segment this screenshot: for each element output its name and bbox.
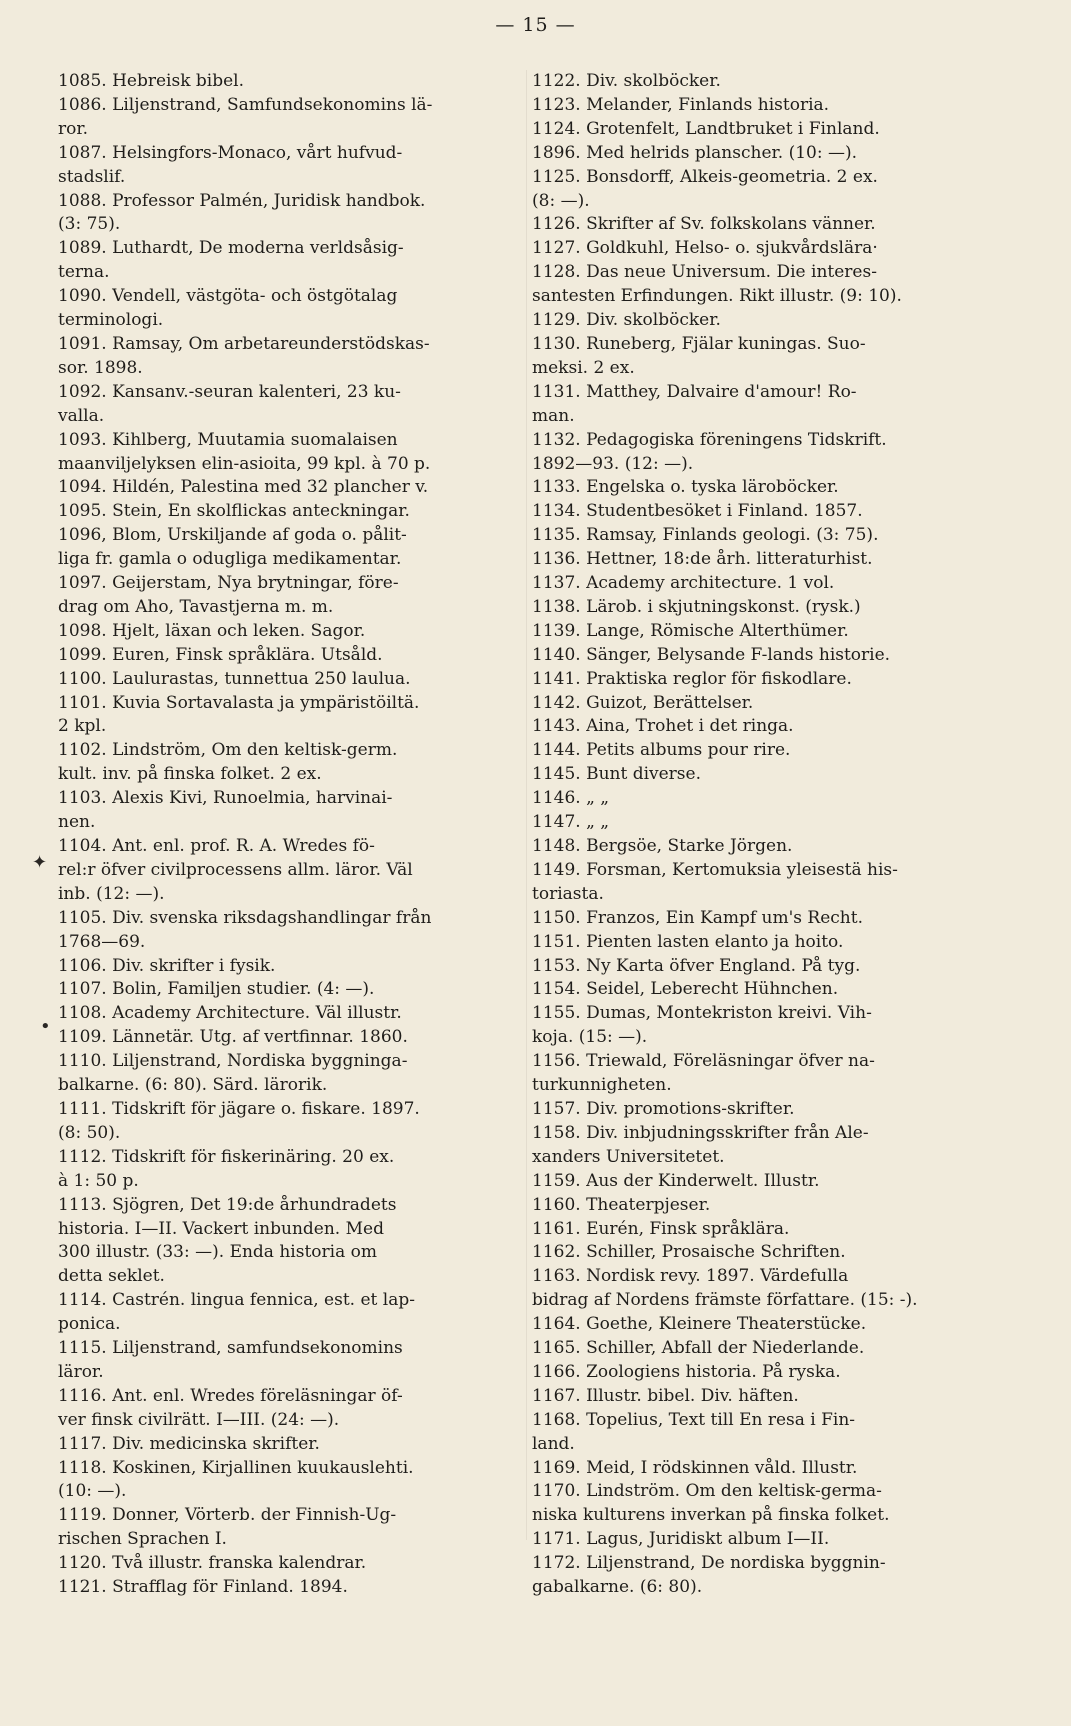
catalog-line: turkunnigheten. (532, 1075, 672, 1096)
catalog-line: 1106. Div. skrifter i fysik. (58, 955, 276, 976)
catalog-line: balkarne. (6: 80). Särd. lärorik. (58, 1075, 328, 1096)
catalog-line: inb. (12: —). (58, 883, 165, 904)
catalog-line: 1122. Div. skolböcker. (532, 71, 721, 91)
catalog-line: 1105. Div. svenska riksdagshandlingar från (58, 907, 432, 928)
catalog-line: 1134. Studentbesöket i Finland. 1857. (532, 501, 863, 522)
catalog-line: 1148. Bergsöe, Starke Jörgen. (532, 836, 793, 856)
catalog-line: man. (532, 405, 575, 426)
catalog-line: 1124. Grotenfelt, Landtbruket i Finland. (532, 118, 880, 139)
catalog-line: 1089. Luthardt, De moderna verldsåsig- (58, 238, 404, 259)
catalog-line: 1094. Hildén, Palestina med 32 plancher v. (58, 477, 429, 498)
catalog-line: 1118. Koskinen, Kirjallinen kuukauslehti. (58, 1457, 414, 1478)
catalog-line: 1159. Aus der Kinderwelt. Illustr. (532, 1170, 820, 1191)
catalog-line: 1128. Das neue Universum. Die interes- (532, 262, 877, 283)
catalog-line: 1090. Vendell, västgöta- och östgötalag (58, 286, 398, 307)
catalog-line: 1114. Castrén. lingua fennica, est. et lap- (58, 1290, 415, 1311)
catalog-line: 1101. Kuvia Sortavalasta ja ympäristöiltä. (58, 692, 420, 713)
catalog-line: 1100. Laulurastas, tunnettua 250 laulua. (58, 668, 411, 689)
dot-mark: • (40, 1016, 51, 1037)
catalog-line: 1160. Theaterpjeser. (532, 1194, 711, 1215)
catalog-line: 1121. Strafflag för Finland. 1894. (58, 1577, 348, 1598)
page-number: — 15 — (495, 14, 576, 36)
catalog-line: 1117. Div. medicinska skrifter. (58, 1433, 320, 1454)
catalog-line: 1085. Hebreisk bibel. (58, 71, 244, 91)
catalog-line: 1103. Alexis Kivi, Runoelmia, harvinai- (58, 788, 393, 809)
catalog-line: 1146. „ „ (532, 788, 610, 809)
catalog-line: ponica. (58, 1314, 121, 1335)
catalog-line: 1093. Kihlberg, Muutamia suomalaisen (58, 429, 398, 450)
catalog-line: 2 kpl. (58, 716, 107, 737)
catalog-line: land. (532, 1433, 575, 1454)
catalog-line: 1095. Stein, En skolflickas anteckningar. (58, 501, 410, 522)
catalog-line: 1109. Lännetär. Utg. af vertfinnar. 1860. (58, 1027, 408, 1048)
catalog-line: 1168. Topelius, Text till En resa i Fin- (532, 1409, 856, 1430)
catalog-line: 1167. Illustr. bibel. Div. häften. (532, 1385, 799, 1406)
catalog-line: 1153. Ny Karta öfver England. På tyg. (532, 955, 861, 976)
catalog-line: meksi. 2 ex. (532, 357, 635, 378)
catalog-line: 1138. Lärob. i skjutningskonst. (rysk.) (532, 596, 861, 617)
catalog-line: 1113. Sjögren, Det 19:de århundradets (58, 1194, 397, 1215)
catalog-line: 1104. Ant. enl. prof. R. A. Wredes fö- (58, 836, 375, 856)
catalog-line: 1161. Eurén, Finsk språklära. (532, 1218, 790, 1239)
catalog-line: ror. (58, 118, 89, 139)
catalog-line: drag om Aho, Tavastjerna m. m. (58, 596, 334, 617)
catalog-line: rel:r öfver civilprocessens allm. läror. Väl (58, 859, 413, 880)
catalog-line: (8: 50). (58, 1122, 121, 1143)
catalog-line: 1120. Två illustr. franska kalendrar. (58, 1553, 367, 1574)
catalog-line: 1172. Liljenstrand, De nordiska byggnin- (532, 1553, 886, 1574)
catalog-line: maanviljelyksen elin-asioita, 99 kpl. à 70 p. (58, 453, 431, 474)
catalog-line: (3: 75). (58, 214, 121, 235)
catalog-line: 1119. Donner, Vörterb. der Finnish-Ug- (58, 1505, 397, 1526)
catalog-line: 1156. Triewald, Föreläsningar öfver na- (532, 1051, 875, 1072)
catalog-line: 1092. Kansanv.-seuran kalenteri, 23 ku- (58, 381, 401, 402)
catalog-line: 1150. Franzos, Ein Kampf um's Recht. (532, 907, 863, 928)
catalog-line: 1130. Runeberg, Fjälar kuningas. Suo- (532, 333, 866, 354)
catalog-line: 1139. Lange, Römische Alterthümer. (532, 620, 849, 641)
catalog-line: 1107. Bolin, Familjen studier. (4: —). (58, 979, 375, 1000)
catalog-line: ver finsk civilrätt. I—III. (24: —). (58, 1409, 340, 1430)
catalog-line: 1133. Engelska o. tyska läroböcker. (532, 477, 839, 498)
catalog-line: koja. (15: —). (532, 1027, 648, 1048)
catalog-line: 1144. Petits albums pour rire. (532, 740, 791, 761)
catalog-line: 1091. Ramsay, Om arbetareunderstödskas- (58, 333, 430, 354)
catalog-line: 1137. Academy architecture. 1 vol. (532, 573, 835, 594)
catalog-line: 1163. Nordisk revy. 1897. Värdefulla (532, 1266, 849, 1287)
catalog-line: 1166. Zoologiens historia. På ryska. (532, 1361, 841, 1382)
catalog-line: 1111. Tidskrift för jägare o. fiskare. 1897. (58, 1098, 420, 1119)
catalog-line: 1129. Div. skolböcker. (532, 310, 721, 331)
catalog-line: 1151. Pienten lasten elanto ja hoito. (532, 931, 844, 952)
catalog-line: niska kulturens inverkan på finska folket. (532, 1505, 890, 1526)
catalog-line: (8: —). (532, 190, 590, 211)
catalog-line: 1102. Lindström, Om den keltisk-germ. (58, 740, 398, 761)
catalog-line: nen. (58, 812, 96, 833)
right-column (532, 70, 998, 1600)
catalog-line: 1126. Skrifter af Sv. folkskolans vänner. (532, 214, 876, 235)
star-mark: ✦ (32, 852, 48, 873)
catalog-line: 1164. Goethe, Kleinere Theaterstücke. (532, 1314, 867, 1335)
catalog-line: 1165. Schiller, Abfall der Niederlande. (532, 1338, 865, 1359)
catalog-line: sor. 1898. (58, 357, 143, 378)
catalog-line: 1768—69. (58, 931, 146, 952)
catalog-line: 1098. Hjelt, läxan och leken. Sagor. (58, 620, 366, 641)
catalog-line: läror. (58, 1361, 104, 1382)
catalog-line: 1892—93. (12: —). (532, 453, 694, 474)
catalog-line: 1142. Guizot, Berättelser. (532, 692, 754, 713)
catalog-line: xanders Universitetet. (532, 1146, 725, 1167)
catalog-line: 1125. Bonsdorff, Alkeis-geometria. 2 ex. (532, 166, 878, 187)
catalog-line: 1143. Aina, Trohet i det ringa. (532, 716, 794, 737)
catalog-line: 1155. Dumas, Montekriston kreivi. Vih- (532, 1003, 872, 1024)
catalog-line: 1145. Bunt diverse. (532, 764, 701, 785)
catalog-line: 1132. Pedagogiska föreningens Tidskrift. (532, 429, 887, 450)
catalog-line: 1135. Ramsay, Finlands geologi. (3: 75). (532, 525, 879, 546)
catalog-line: 1154. Seidel, Leberecht Hühnchen. (532, 979, 839, 1000)
catalog-line: 1087. Helsingfors-Monaco, vårt hufvud- (58, 142, 403, 163)
catalog-line: 1141. Praktiska reglor för fiskodlare. (532, 668, 852, 689)
catalog-line: rischen Sprachen I. (58, 1529, 227, 1550)
catalog-line: kult. inv. på finska folket. 2 ex. (58, 764, 322, 785)
catalog-line: 1097. Geijerstam, Nya brytningar, före- (58, 573, 399, 594)
catalog-line: toriasta. (532, 883, 604, 904)
catalog-line: 1147. „ „ (532, 812, 610, 833)
catalog-line: (10: —). (58, 1481, 127, 1502)
catalog-line: 1169. Meid, I rödskinnen våld. Illustr. (532, 1457, 858, 1478)
catalog-line: 1099. Euren, Finsk språklära. Utsåld. (58, 644, 383, 665)
catalog-line: 1108. Academy Architecture. Väl illustr. (58, 1003, 402, 1024)
catalog-line: terminologi. (58, 310, 164, 331)
catalog-line: historia. I—II. Vackert inbunden. Med (58, 1218, 384, 1239)
catalog-line: gabalkarne. (6: 80). (532, 1577, 703, 1598)
catalog-line: 1136. Hettner, 18:de årh. litteraturhist. (532, 549, 873, 570)
catalog-line: detta seklet. (58, 1266, 165, 1287)
catalog-line: 1896. Med helrids planscher. (10: —). (532, 142, 858, 163)
catalog-line: 1170. Lindström. Om den keltisk-germa- (532, 1481, 882, 1502)
catalog-line: 1115. Liljenstrand, samfundsekonomins (58, 1338, 403, 1359)
catalog-line: 1096, Blom, Urskiljande af goda o. pålit- (58, 525, 407, 546)
catalog-line: stadslif. (58, 166, 126, 187)
catalog-line: 1110. Liljenstrand, Nordiska byggninga- (58, 1051, 408, 1072)
catalog-line: 1140. Sänger, Belysande F-lands historie. (532, 644, 891, 665)
left-column (58, 70, 522, 1600)
catalog-line: 1127. Goldkuhl, Helso- o. sjukvårdslära· (532, 238, 878, 259)
catalog-line: 1171. Lagus, Juridiskt album I—II. (532, 1529, 830, 1550)
catalog-line: à 1: 50 p. (58, 1170, 139, 1191)
catalog-line: 1088. Professor Palmén, Juridisk handbok. (58, 190, 426, 211)
catalog-line: 1131. Matthey, Dalvaire d'amour! Ro- (532, 381, 857, 402)
catalog-line: liga fr. gamla o odugliga medikamentar. (58, 549, 402, 570)
column-divider (526, 70, 527, 1540)
catalog-line: 1116. Ant. enl. Wredes föreläsningar öf- (58, 1385, 403, 1406)
catalog-line: bidrag af Nordens främste författare. (15: -). (532, 1290, 918, 1311)
catalog-line: 1158. Div. inbjudningsskrifter från Ale- (532, 1122, 869, 1143)
catalog-line: 1123. Melander, Finlands historia. (532, 94, 830, 115)
catalog-line: santesten Erfindungen. Rikt illustr. (9: 10). (532, 286, 902, 307)
catalog-line: 1149. Forsman, Kertomuksia yleisestä his- (532, 859, 898, 880)
catalog-line: 1112. Tidskrift för fiskerinäring. 20 ex. (58, 1146, 395, 1167)
catalog-line: 1086. Liljenstrand, Samfundsekonomins lä- (58, 94, 433, 115)
catalog-line: terna. (58, 262, 110, 283)
catalog-line: 1162. Schiller, Prosaische Schriften. (532, 1242, 846, 1263)
catalog-line: valla. (58, 405, 105, 426)
catalog-line: 300 illustr. (33: —). Enda historia om (58, 1242, 377, 1263)
catalog-line: 1157. Div. promotions-skrifter. (532, 1098, 795, 1119)
